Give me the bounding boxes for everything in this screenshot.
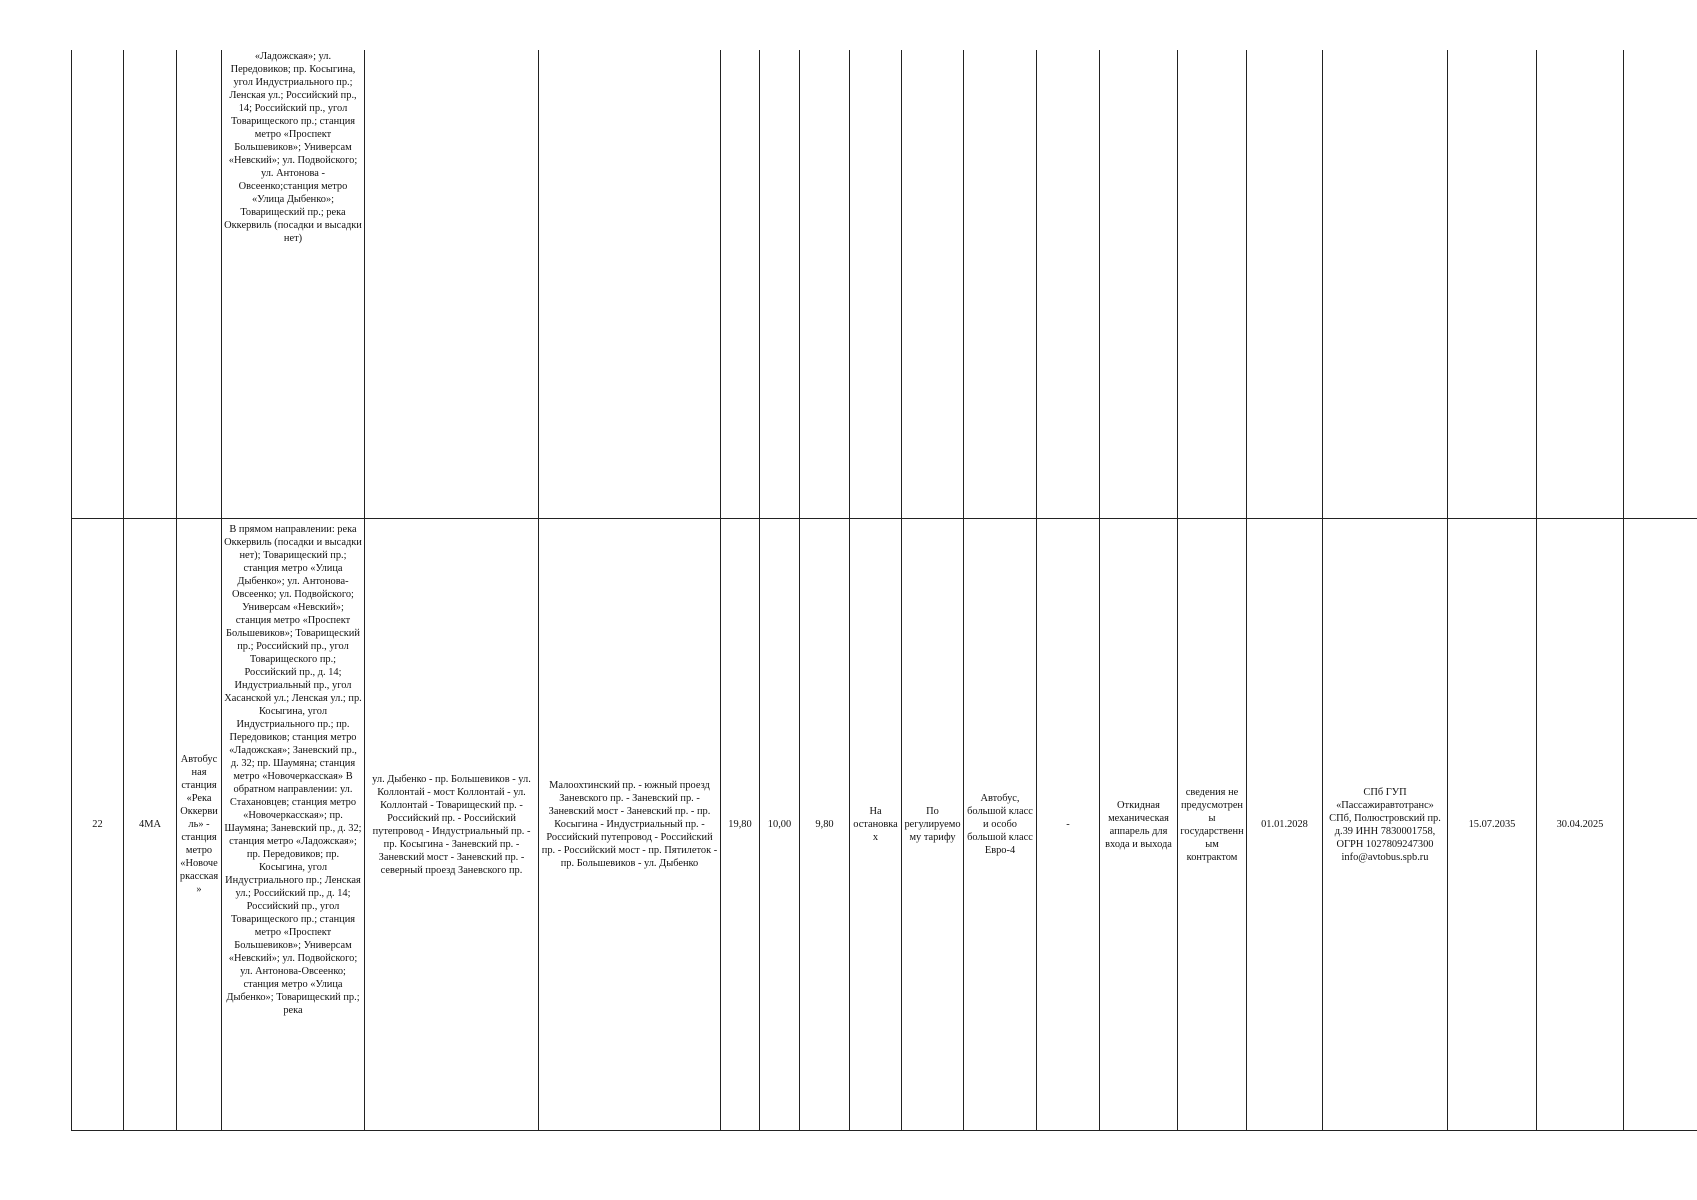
- cell-dash: [1037, 50, 1100, 519]
- cell-length-backward: 10,00: [760, 519, 800, 1131]
- cell-streets-backward: Малоохтинский пр. - южный проезд Заневского пр. - Заневский пр. - Заневский мост - Заневский пр. - пр. Косыгина - Индустриальный пр. - Российский путепровод - Российский пр. - Российский мост - пр. Пятилеток - пр. Большевиков - ул. Дыбенко: [539, 519, 721, 1131]
- cell-stop-procedure: На остановках: [850, 519, 902, 1131]
- cell-equipment: Откидная механическая аппарель для входа и выхода: [1100, 519, 1178, 1131]
- cell-number: [72, 50, 124, 519]
- cell-date-2: 15.07.2035: [1448, 519, 1537, 1131]
- cell-route-code: 4МА: [124, 519, 177, 1131]
- cell-carrier: СПб ГУП «Пассажиравтотранс» СПб, Полюстровский пр. д.39 ИНН 7830001758, ОГРН 1027809247300 info@avtobus.spb.ru: [1323, 519, 1448, 1131]
- route-register-table: [71, 50, 1697, 1131]
- cell-stop-procedure: [850, 50, 902, 519]
- cell-dash: -: [1037, 519, 1100, 1131]
- cell-streets-forward: ул. Дыбенко - пр. Большевиков - ул. Коллонтай - мост Коллонтай - ул. Коллонтай - Товарищеский пр. - Российский пр. - Российский путепровод - Индустриальный пр. - пр. Косыгина - Заневский пр. - Заневский мост - Заневский пр. - северный проезд Заневского пр.: [365, 519, 539, 1131]
- cell-stops-continued: «Ладожская»; ул. Передовиков; пр. Косыгина, угол Индустриального пр.; Ленская ул.; Российский пр., 14; Российский пр., угол Товарищеского пр.; станция метро «Проспект Большевиков»; Универсам «Невский»; ул. Подвойского; ул. Антонова - Овсеенко;станция метро «Улица Дыбенко»; Товарищеский пр.; река Оккервиль (посадки и высадки нет): [222, 50, 365, 519]
- cell-length-backward: [760, 50, 800, 519]
- cell-contract: [1178, 50, 1247, 519]
- cell-tariff: По регулируемому тарифу: [902, 519, 964, 1131]
- cell-vehicle: [964, 50, 1037, 519]
- cell-route-code: [124, 50, 177, 519]
- cell-length-total: [800, 50, 850, 519]
- cell-vehicle: Автобус, большой класс и особо большой класс Евро-4: [964, 519, 1037, 1131]
- cell-start-date: 01.01.2028: [1247, 519, 1323, 1131]
- cell-start-date: [1247, 50, 1323, 519]
- cell-stops: В прямом направлении: река Оккервиль (посадки и высадки нет); Товарищеский пр.; станция метро «Улица Дыбенко»; ул. Антонова-Овсеенко; ул. Подвойского; Универсам «Невский»; станция метро «Проспект Большевиков»; Товарищеский пр.; Российский пр., угол Товарищеского пр.; Российский пр., д. 14; Индустриальный пр., угол Хасанской ул.; Ленская ул.; пр. Косыгина, угол Индустриального пр.; пр. Передовиков; станция метро «Ладожская»; Заневский пр., д. 32; пр. Шаумяна; станция метро «Новочеркасская» В обратном направлении: ул. Стахановцев; станция метро «Новочеркасская»; пр. Шаумяна; Заневский пр., д. 32; станция метро «Ладожская»; пр. Передовиков; пр. Косыгина, угол Индустриального пр.; Ленская ул.; Российский пр., д. 14; Российский пр., угол Товарищеского пр.; станция метро «Проспект Большевиков»; Универсам «Невский»; ул. Подвойского; ул. Антонова-Овсеенко; станция метро «Улица Дыбенко»; Товарищеский пр.; река: [222, 519, 365, 1131]
- cell-length-total: 9,80: [800, 519, 850, 1131]
- cell-length-forward: [721, 50, 760, 519]
- table-row-continued: [72, 50, 1697, 519]
- cell-equipment: [1100, 50, 1178, 519]
- cell-contract: сведения не предусмотрены государственным контрактом: [1178, 519, 1247, 1131]
- table-row-route-22: [72, 519, 1697, 1131]
- cell-last: [1624, 519, 1697, 1131]
- cell-date-2: [1448, 50, 1537, 519]
- cell-date-3: 30.04.2025: [1537, 519, 1624, 1131]
- cell-tariff: [902, 50, 964, 519]
- cell-route-name: [177, 50, 222, 519]
- cell-last: [1624, 50, 1697, 519]
- cell-number: 22: [72, 519, 124, 1131]
- cell-route-name: Автобусная станция «Река Оккервиль» - станция метро «Новочеркасская»: [177, 519, 222, 1131]
- cell-carrier: [1323, 50, 1448, 519]
- cell-streets-backward: [539, 50, 721, 519]
- cell-streets-forward: [365, 50, 539, 519]
- cell-date-3: [1537, 50, 1624, 519]
- cell-length-forward: 19,80: [721, 519, 760, 1131]
